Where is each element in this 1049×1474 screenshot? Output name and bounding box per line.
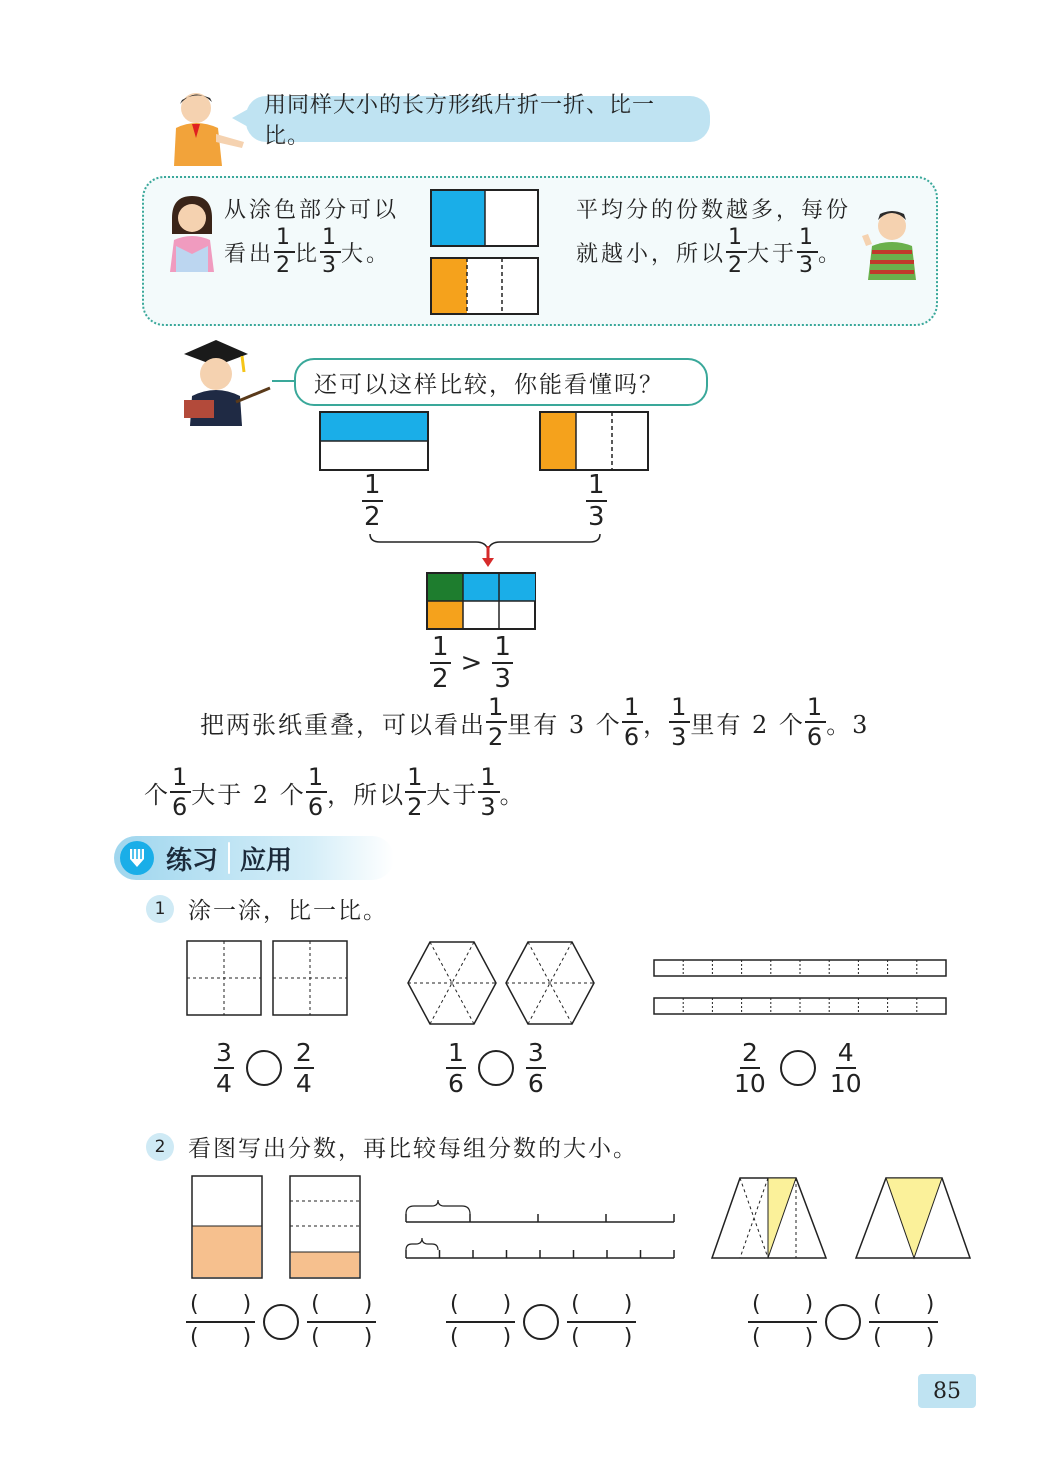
doctor-hat-illustration (176, 334, 272, 426)
third-rect-shaded (541, 413, 576, 469)
boy-text-prefix: 就越小，所以 (576, 241, 727, 267)
fraction-one-third (492, 634, 513, 692)
boy-text-suffix: 。 (818, 241, 844, 267)
denominator: 6 (806, 723, 825, 751)
answer-fraction-blank[interactable]: $\frac{( )}{( )}$ (186, 1290, 255, 1354)
compare-circle[interactable] (780, 1050, 816, 1086)
fraction-one-half (486, 695, 507, 749)
down-arrow-icon (480, 546, 496, 568)
girl-illustration (166, 194, 218, 272)
boy-text-line2 (576, 224, 866, 280)
fraction-one-third (797, 227, 818, 277)
half-shaded-part (432, 191, 485, 245)
answer-fraction-blank[interactable]: $\frac{( )}{( )}$ (446, 1290, 515, 1354)
numerator: 1 (407, 763, 425, 791)
explain-text: 大于 2 个 (191, 780, 306, 809)
denominator: 6 (623, 723, 642, 751)
numerator: 1 (172, 763, 190, 791)
denominator: 3 (799, 253, 817, 278)
numerator: 1 (623, 693, 642, 721)
pencil-icon (120, 841, 154, 875)
numerator: 1 (274, 227, 295, 253)
boy-text-block (576, 192, 866, 280)
question-number-badge: 2 (146, 1133, 174, 1161)
numerator: 1 (726, 227, 747, 253)
denominator: 6 (172, 793, 190, 821)
explain-text: 。 (499, 780, 526, 809)
folded-paper-diagrams (430, 188, 540, 318)
boy-waving-illustration (862, 206, 922, 280)
denominator: 4 (216, 1069, 232, 1098)
denominator: 2 (728, 253, 746, 278)
explain-text: 把两张纸重叠，可以看出 (200, 710, 486, 739)
denominator: 3 (494, 664, 511, 694)
doctor-bubble-tail (272, 380, 296, 382)
answer-fraction-blank[interactable]: $\frac{( )}{( )}$ (567, 1290, 636, 1354)
numerator: 1 (448, 1038, 464, 1067)
fraction-one-sixth (805, 695, 826, 749)
label-one-third (586, 472, 607, 530)
denominator: 6 (307, 793, 326, 821)
girl-text-line1: 从涂色部分可以 (224, 197, 400, 223)
compare-circle[interactable] (478, 1050, 514, 1086)
question-1-text: 涂一涂，比一比。 (188, 898, 388, 924)
denominator: 10 (734, 1069, 766, 1098)
numerator: 1 (671, 693, 689, 721)
explain-text: 大于 (426, 780, 479, 809)
girl-text-mid: 比 (295, 241, 321, 267)
explanation-line1 (200, 692, 869, 752)
doctor-speech-text: 还可以这样比较，你能看懂吗？ (314, 371, 664, 398)
denominator: 3 (480, 793, 498, 821)
numerator: 1 (320, 227, 341, 253)
q1-hexagons[interactable] (406, 940, 596, 1028)
overlap-orange-cell (428, 601, 463, 628)
denominator: 2 (432, 664, 449, 694)
q1-compare-2 (446, 1040, 546, 1096)
compare-circle[interactable] (263, 1304, 299, 1340)
numerator: 1 (307, 763, 326, 791)
greater-than-sign: > (460, 648, 483, 678)
answer-fraction-blank[interactable]: $\frac{( )}{( )}$ (869, 1290, 938, 1354)
overlapped-paper-diagram (426, 572, 538, 632)
q2-answer-group-3 (748, 1290, 938, 1354)
fraction-one-half (274, 227, 295, 277)
section-label-application: 应用 (240, 845, 293, 876)
denominator: 2 (276, 253, 294, 278)
explain-text: 里有 3 个 (507, 710, 622, 739)
section-divider (228, 842, 230, 874)
denominator: 3 (588, 502, 605, 532)
numerator: 1 (588, 470, 605, 500)
explain-text: 。3 (826, 710, 870, 739)
girl-text-block (224, 192, 424, 280)
section-header (114, 836, 394, 880)
overlap-green-cell (428, 574, 463, 601)
compare-circle[interactable] (246, 1050, 282, 1086)
doctor-speech-bubble (294, 358, 708, 406)
question-1-header (146, 892, 388, 925)
question-2-header (146, 1130, 638, 1163)
q2-rulers (402, 1200, 678, 1266)
page-number: 85 (918, 1374, 976, 1408)
explain-text: 个 (144, 780, 170, 809)
intro-speech-bubble (246, 93, 710, 149)
compare-circle[interactable] (523, 1304, 559, 1340)
numerator: 1 (432, 632, 449, 662)
boy-text-line1: 平均分的份数越多，每份 (576, 197, 852, 223)
compare-circle[interactable] (825, 1304, 861, 1340)
numerator: 3 (527, 1038, 544, 1067)
numerator: 1 (488, 693, 506, 721)
fraction-one-sixth (170, 765, 191, 819)
numerator: 2 (741, 1038, 758, 1067)
question-2-text: 看图写出分数，再比较每组分数的大小。 (188, 1136, 638, 1162)
numerator: 4 (837, 1038, 854, 1067)
third-shaded-part (432, 259, 467, 313)
fraction-one-third (478, 765, 499, 819)
q2-containers (190, 1174, 362, 1280)
denominator: 3 (322, 253, 340, 278)
boy-text-mid: 大于 (747, 241, 798, 267)
girl-text-line2 (224, 224, 424, 280)
intro-speech-text: 用同样大小的长方形纸片折一折、比一比。 (264, 93, 656, 149)
denominator: 2 (364, 502, 381, 532)
fraction-one-third (320, 227, 341, 277)
half-rect-shaded (321, 413, 427, 441)
answer-fraction-blank[interactable]: $\frac{( )}{( )}$ (307, 1290, 376, 1354)
q2-trapezoids (710, 1176, 974, 1262)
denominator: 3 (671, 723, 689, 751)
bubble-tail (232, 108, 250, 128)
q1-compare-1 (214, 1040, 314, 1096)
explain-text: ，所以 (327, 780, 406, 809)
explanation-line2 (144, 762, 526, 822)
numerator: 1 (494, 632, 511, 662)
denominator: 4 (295, 1069, 312, 1098)
q2-answer-group-1 (186, 1290, 376, 1354)
numerator: 1 (364, 470, 381, 500)
numerator: 1 (480, 763, 498, 791)
denominator: 6 (527, 1069, 544, 1098)
section-label-practice: 练习 (166, 845, 219, 876)
answer-fraction-blank[interactable]: $\frac{( )}{( )}$ (748, 1290, 817, 1354)
fraction-one-half (726, 227, 747, 277)
q1-compare-3 (732, 1040, 864, 1096)
q2-answer-group-2 (446, 1290, 636, 1354)
girl-text-prefix: 看出 (224, 241, 275, 267)
numerator: 1 (806, 693, 825, 721)
fraction-one-half (430, 634, 451, 692)
fraction-one-sixth (306, 765, 327, 819)
numerator: 2 (295, 1038, 312, 1067)
explain-text: 里有 2 个 (690, 710, 805, 739)
explain-text: ， (643, 710, 670, 739)
fraction-one-half (405, 765, 426, 819)
denominator: 6 (448, 1069, 464, 1098)
girl-text-suffix: 大。 (341, 241, 392, 267)
comparison-result (430, 634, 513, 692)
numerator: 3 (216, 1038, 232, 1067)
denominator: 2 (488, 723, 506, 751)
denominator: 2 (407, 793, 425, 821)
fraction-one-third (669, 695, 690, 749)
question-number-badge: 1 (146, 895, 174, 923)
label-one-half (362, 472, 383, 530)
numerator: 1 (797, 227, 818, 253)
q1-squares[interactable] (186, 940, 350, 1018)
denominator: 10 (829, 1069, 862, 1098)
q1-strips[interactable] (652, 958, 948, 1018)
fraction-one-sixth (622, 695, 643, 749)
